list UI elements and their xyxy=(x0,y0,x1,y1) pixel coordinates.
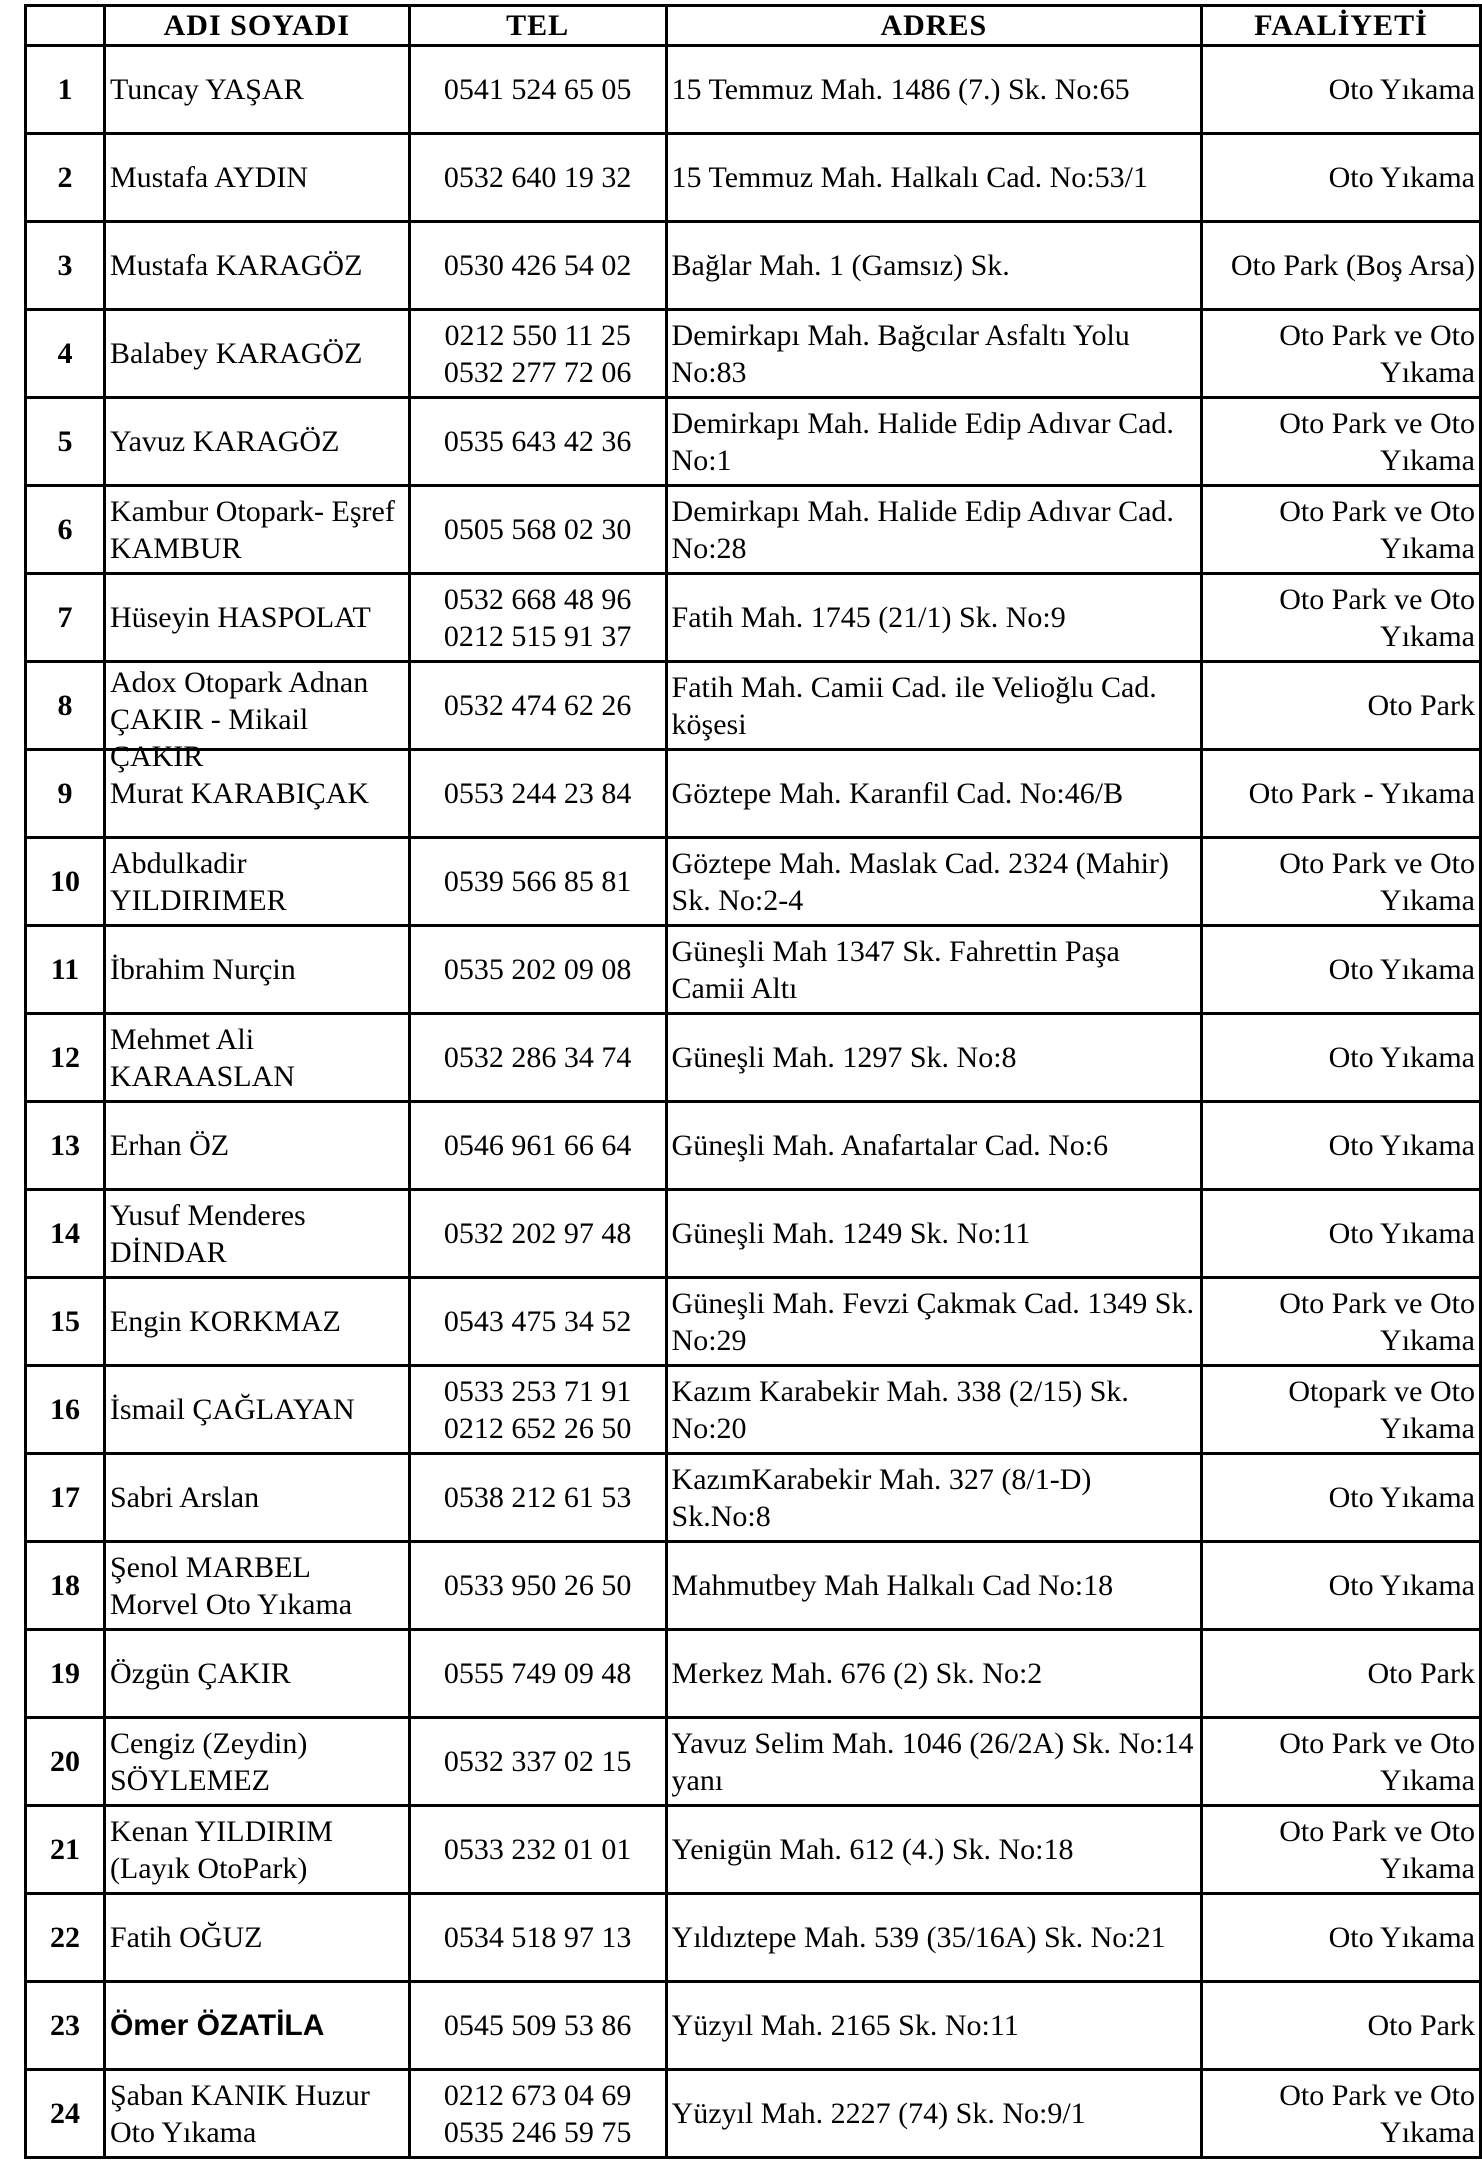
phone-number: 0532 337 02 15 xyxy=(443,1745,632,1778)
row-number: 22 xyxy=(26,1894,105,1982)
name-text: Cengiz (Zeydin) SÖYLEMEZ xyxy=(109,1726,308,1797)
row-tel xyxy=(409,1806,666,1894)
name-text: Mustafa KARAGÖZ xyxy=(109,249,363,282)
table-row xyxy=(26,838,1481,926)
table-row xyxy=(26,398,1481,486)
address-text: Bağlar Mah. 1 (Gamsız) Sk. xyxy=(671,249,1010,282)
row-address xyxy=(666,1102,1202,1190)
name-text: İbrahim Nurçin xyxy=(109,953,296,986)
row-name xyxy=(104,46,409,134)
phone-number: 0545 509 53 86 xyxy=(443,2009,632,2042)
row-activity: Oto Yıkama xyxy=(1202,1454,1481,1542)
row-tel xyxy=(409,486,666,574)
row-name xyxy=(104,1630,409,1718)
table-row xyxy=(26,486,1481,574)
address-text: 15 Temmuz Mah. 1486 (7.) Sk. No:65 xyxy=(671,73,1130,106)
row-name xyxy=(104,2070,409,2158)
row-name xyxy=(104,1278,409,1366)
row-activity: Oto Park xyxy=(1202,1630,1481,1718)
phone-number: 0212 652 26 50 xyxy=(443,1411,632,1445)
row-name xyxy=(104,134,409,222)
address-text: Yüzyıl Mah. 2165 Sk. No:11 xyxy=(671,2009,1019,2042)
row-activity: Oto Park ve Oto Yıkama xyxy=(1202,1278,1481,1366)
phone-number: 0553 244 23 84 xyxy=(443,777,632,810)
name-text: Kenan YILDIRIM (Layık OtoPark) xyxy=(109,1814,333,1885)
row-address xyxy=(666,1014,1202,1102)
row-number: 3 xyxy=(26,222,105,310)
table-row xyxy=(26,926,1481,1014)
phone-number: 0533 232 01 01 xyxy=(443,1833,632,1866)
address-text: Yavuz Selim Mah. 1046 (26/2A) Sk. No:14 yanı xyxy=(671,1726,1194,1797)
row-tel xyxy=(409,838,666,926)
phone-number: 0546 961 66 64 xyxy=(443,1129,632,1162)
business-listing-table xyxy=(24,4,1482,2159)
phone-number: 0539 566 85 81 xyxy=(443,865,632,898)
row-tel xyxy=(409,1630,666,1718)
address-text: Güneşli Mah. Fevzi Çakmak Cad. 1349 Sk. No:29 xyxy=(671,1286,1194,1357)
phone-number: 0535 246 59 75 xyxy=(443,2115,632,2149)
row-activity: Oto Yıkama xyxy=(1202,1190,1481,1278)
row-tel xyxy=(409,310,666,398)
row-activity: Oto Park (Boş Arsa) xyxy=(1202,222,1481,310)
address-text: Yıldıztepe Mah. 539 (35/16A) Sk. No:21 xyxy=(671,1921,1166,1954)
row-address xyxy=(666,838,1202,926)
row-number: 9 xyxy=(26,750,105,838)
row-address xyxy=(666,1190,1202,1278)
address-text: KazımKarabekir Mah. 327 (8/1-D) Sk.No:8 xyxy=(671,1462,1092,1533)
row-address xyxy=(666,46,1202,134)
row-activity: Oto Yıkama xyxy=(1202,1542,1481,1630)
row-address xyxy=(666,1806,1202,1894)
table-row xyxy=(26,134,1481,222)
address-text: Fatih Mah. 1745 (21/1) Sk. No:9 xyxy=(671,601,1066,634)
row-number: 2 xyxy=(26,134,105,222)
name-text: Mustafa AYDIN xyxy=(109,161,308,194)
name-text: Erhan ÖZ xyxy=(109,1129,230,1162)
row-number: 23 xyxy=(26,1982,105,2070)
row-activity: Oto Yıkama xyxy=(1202,1894,1481,1982)
table-row xyxy=(26,1278,1481,1366)
row-address xyxy=(666,310,1202,398)
phone-number: 0532 286 34 74 xyxy=(443,1041,632,1074)
row-name xyxy=(104,1806,409,1894)
table-row xyxy=(26,1630,1481,1718)
row-activity: Otopark ve Oto Yıkama xyxy=(1202,1366,1481,1454)
row-activity: Oto Yıkama xyxy=(1202,1014,1481,1102)
row-tel xyxy=(409,1894,666,1982)
row-tel xyxy=(409,1982,666,2070)
name-text: Yavuz KARAGÖZ xyxy=(109,425,340,458)
row-activity: Oto Park ve Oto Yıkama xyxy=(1202,1718,1481,1806)
row-name xyxy=(104,1718,409,1806)
phone-number: 0505 568 02 30 xyxy=(443,513,632,546)
table-row xyxy=(26,662,1481,750)
table-row xyxy=(26,1102,1481,1190)
header-address: ADRES xyxy=(666,6,1202,46)
row-activity: Oto Park ve Oto Yıkama xyxy=(1202,574,1481,662)
table-row xyxy=(26,46,1481,134)
row-name xyxy=(104,838,409,926)
row-number: 6 xyxy=(26,486,105,574)
row-number: 14 xyxy=(26,1190,105,1278)
phone-number: 0538 212 61 53 xyxy=(443,1481,632,1514)
address-text: Güneşli Mah. Anafartalar Cad. No:6 xyxy=(671,1129,1109,1162)
name-text: Özgün ÇAKIR xyxy=(109,1657,291,1690)
row-address xyxy=(666,1542,1202,1630)
row-tel xyxy=(409,1542,666,1630)
table-row xyxy=(26,574,1481,662)
table-row xyxy=(26,2070,1481,2158)
row-name xyxy=(104,662,409,773)
table-body xyxy=(26,46,1481,2158)
name-text: Şenol MARBEL Morvel Oto Yıkama xyxy=(109,1550,353,1621)
row-address xyxy=(666,134,1202,222)
header-number xyxy=(26,6,105,46)
row-tel xyxy=(409,926,666,1014)
row-address xyxy=(666,1366,1202,1454)
address-text: Güneşli Mah 1347 Sk. Fahrettin Paşa Camii Altı xyxy=(671,934,1120,1005)
row-tel xyxy=(409,574,666,662)
row-activity: Oto Park ve Oto Yıkama xyxy=(1202,838,1481,926)
row-number: 16 xyxy=(26,1366,105,1454)
row-number: 24 xyxy=(26,2070,105,2158)
table-header xyxy=(26,6,1481,46)
header-tel: TEL xyxy=(409,6,666,46)
name-text: Engin KORKMAZ xyxy=(109,1305,341,1338)
row-activity: Oto Park xyxy=(1202,1982,1481,2070)
name-text: Mehmet Ali KARAASLAN xyxy=(109,1022,295,1093)
address-text: 15 Temmuz Mah. Halkalı Cad. No:53/1 xyxy=(671,161,1148,194)
address-text: Demirkapı Mah. Bağcılar Asfaltı Yolu No:83 xyxy=(671,318,1130,389)
phone-number: 0541 524 65 05 xyxy=(443,73,632,106)
name-text: Ömer ÖZATİLA xyxy=(109,2009,325,2042)
table-row xyxy=(26,1894,1481,1982)
row-name xyxy=(104,574,409,662)
row-number: 13 xyxy=(26,1102,105,1190)
name-text: Tuncay YAŞAR xyxy=(109,73,304,106)
phone-number: 0535 643 42 36 xyxy=(443,425,632,458)
row-address xyxy=(666,1894,1202,1982)
row-address xyxy=(666,662,1202,750)
row-address xyxy=(666,926,1202,1014)
phone-number: 0212 550 11 25 xyxy=(444,318,631,352)
row-tel xyxy=(409,2070,666,2158)
address-text: Yenigün Mah. 612 (4.) Sk. No:18 xyxy=(671,1833,1074,1866)
address-text: Kazım Karabekir Mah. 338 (2/15) Sk. No:20 xyxy=(671,1374,1129,1445)
name-text: Yusuf Menderes DİNDAR xyxy=(109,1198,306,1269)
header-name: ADI SOYADI xyxy=(104,6,409,46)
name-text: Şaban KANIK Huzur Oto Yıkama xyxy=(109,2078,370,2149)
row-name xyxy=(104,1454,409,1542)
table-row xyxy=(26,1366,1481,1454)
row-tel xyxy=(409,1014,666,1102)
row-tel xyxy=(409,1102,666,1190)
row-address xyxy=(666,486,1202,574)
row-activity: Oto Yıkama xyxy=(1202,1102,1481,1190)
row-address xyxy=(666,1982,1202,2070)
row-number: 18 xyxy=(26,1542,105,1630)
table-row xyxy=(26,1718,1481,1806)
table-row xyxy=(26,222,1481,310)
address-text: Güneşli Mah. 1249 Sk. No:11 xyxy=(671,1217,1031,1250)
row-tel xyxy=(409,46,666,134)
row-tel xyxy=(409,222,666,310)
address-text: Demirkapı Mah. Halide Edip Adıvar Cad. No:1 xyxy=(671,406,1174,477)
row-name xyxy=(104,1190,409,1278)
name-text: Murat KARABIÇAK xyxy=(109,777,370,810)
row-number: 10 xyxy=(26,838,105,926)
phone-number: 0212 515 91 37 xyxy=(443,619,632,653)
row-name xyxy=(104,926,409,1014)
row-name xyxy=(104,1894,409,1982)
name-text: Hüseyin HASPOLAT xyxy=(109,601,371,634)
row-name xyxy=(104,1366,409,1454)
row-name xyxy=(104,1542,409,1630)
row-number: 4 xyxy=(26,310,105,398)
address-text: Merkez Mah. 676 (2) Sk. No:2 xyxy=(671,1657,1043,1690)
phone-number: 0532 474 62 26 xyxy=(443,689,632,722)
row-address xyxy=(666,1718,1202,1806)
table-row xyxy=(26,1542,1481,1630)
address-text: Göztepe Mah. Karanfil Cad. No:46/B xyxy=(671,777,1124,810)
phone-number: 0534 518 97 13 xyxy=(443,1921,632,1954)
row-tel xyxy=(409,1366,666,1454)
name-text: Sabri Arslan xyxy=(109,1481,260,1514)
name-text: Balabey KARAGÖZ xyxy=(109,337,363,370)
address-text: Demirkapı Mah. Halide Edip Adıvar Cad. No:28 xyxy=(671,494,1174,565)
row-activity: Oto Yıkama xyxy=(1202,134,1481,222)
row-number: 8 xyxy=(26,662,105,750)
phone-number: 0532 640 19 32 xyxy=(443,161,632,194)
row-address xyxy=(666,750,1202,838)
row-address xyxy=(666,222,1202,310)
header-row xyxy=(26,6,1481,46)
row-tel xyxy=(409,1278,666,1366)
table-row xyxy=(26,310,1481,398)
row-activity: Oto Park ve Oto Yıkama xyxy=(1202,310,1481,398)
table-row xyxy=(26,1014,1481,1102)
address-text: Güneşli Mah. 1297 Sk. No:8 xyxy=(671,1041,1017,1074)
row-tel xyxy=(409,1190,666,1278)
row-address xyxy=(666,2070,1202,2158)
row-name xyxy=(104,1014,409,1102)
header-activity: FAALİYETİ xyxy=(1202,6,1481,46)
row-activity: Oto Park xyxy=(1202,662,1481,750)
row-name xyxy=(104,1102,409,1190)
row-activity: Oto Park ve Oto Yıkama xyxy=(1202,398,1481,486)
row-address xyxy=(666,1630,1202,1718)
row-tel xyxy=(409,750,666,838)
name-text: İsmail ÇAĞLAYAN xyxy=(109,1393,355,1426)
row-activity: Oto Park ve Oto Yıkama xyxy=(1202,486,1481,574)
row-tel xyxy=(409,662,666,750)
row-address xyxy=(666,1278,1202,1366)
address-text: Mahmutbey Mah Halkalı Cad No:18 xyxy=(671,1569,1114,1602)
row-tel xyxy=(409,398,666,486)
row-activity: Oto Yıkama xyxy=(1202,926,1481,1014)
phone-number: 0533 950 26 50 xyxy=(443,1569,632,1602)
row-number: 12 xyxy=(26,1014,105,1102)
row-number: 21 xyxy=(26,1806,105,1894)
row-activity: Oto Yıkama xyxy=(1202,46,1481,134)
row-number: 1 xyxy=(26,46,105,134)
phone-number: 0543 475 34 52 xyxy=(443,1305,632,1338)
row-number: 17 xyxy=(26,1454,105,1542)
row-name xyxy=(104,310,409,398)
row-tel xyxy=(409,134,666,222)
row-address xyxy=(666,574,1202,662)
phone-number: 0532 277 72 06 xyxy=(443,355,632,389)
table-row xyxy=(26,1454,1481,1542)
row-number: 11 xyxy=(26,926,105,1014)
row-address xyxy=(666,1454,1202,1542)
name-text: Kambur Otopark- Eşref KAMBUR xyxy=(109,494,395,565)
row-activity: Oto Park ve Oto Yıkama xyxy=(1202,1806,1481,1894)
row-address xyxy=(666,398,1202,486)
row-name xyxy=(104,1982,409,2070)
table-row xyxy=(26,1806,1481,1894)
phone-number: 0555 749 09 48 xyxy=(443,1657,632,1690)
phone-number: 0535 202 09 08 xyxy=(443,953,632,986)
row-number: 20 xyxy=(26,1718,105,1806)
name-text: Fatih OĞUZ xyxy=(109,1921,263,1954)
row-number: 15 xyxy=(26,1278,105,1366)
row-number: 5 xyxy=(26,398,105,486)
address-text: Yüzyıl Mah. 2227 (74) Sk. No:9/1 xyxy=(671,2097,1086,2130)
row-tel xyxy=(409,1454,666,1542)
phone-number: 0533 253 71 91 xyxy=(443,1374,632,1408)
row-number: 7 xyxy=(26,574,105,662)
address-text: Fatih Mah. Camii Cad. ile Velioğlu Cad. köşesi xyxy=(671,670,1157,741)
phone-number: 0212 673 04 69 xyxy=(443,2078,632,2112)
phone-number: 0532 668 48 96 xyxy=(443,582,632,616)
row-activity: Oto Park - Yıkama xyxy=(1202,750,1481,838)
row-name xyxy=(104,222,409,310)
name-text: Adox Otopark Adnan ÇAKIR - Mikail ÇAKIR xyxy=(109,665,369,773)
phone-number: 0532 202 97 48 xyxy=(443,1217,632,1250)
row-name xyxy=(104,398,409,486)
name-text: Abdulkadir YILDIRIMER xyxy=(109,846,287,917)
row-name xyxy=(104,486,409,574)
table-row xyxy=(26,1190,1481,1278)
table-row xyxy=(26,750,1481,838)
table-row xyxy=(26,1982,1481,2070)
row-number: 19 xyxy=(26,1630,105,1718)
address-text: Göztepe Mah. Maslak Cad. 2324 (Mahir) Sk. No:2-4 xyxy=(671,846,1169,917)
phone-number: 0530 426 54 02 xyxy=(443,249,632,282)
row-tel xyxy=(409,1718,666,1806)
row-activity: Oto Park ve Oto Yıkama xyxy=(1202,2070,1481,2158)
